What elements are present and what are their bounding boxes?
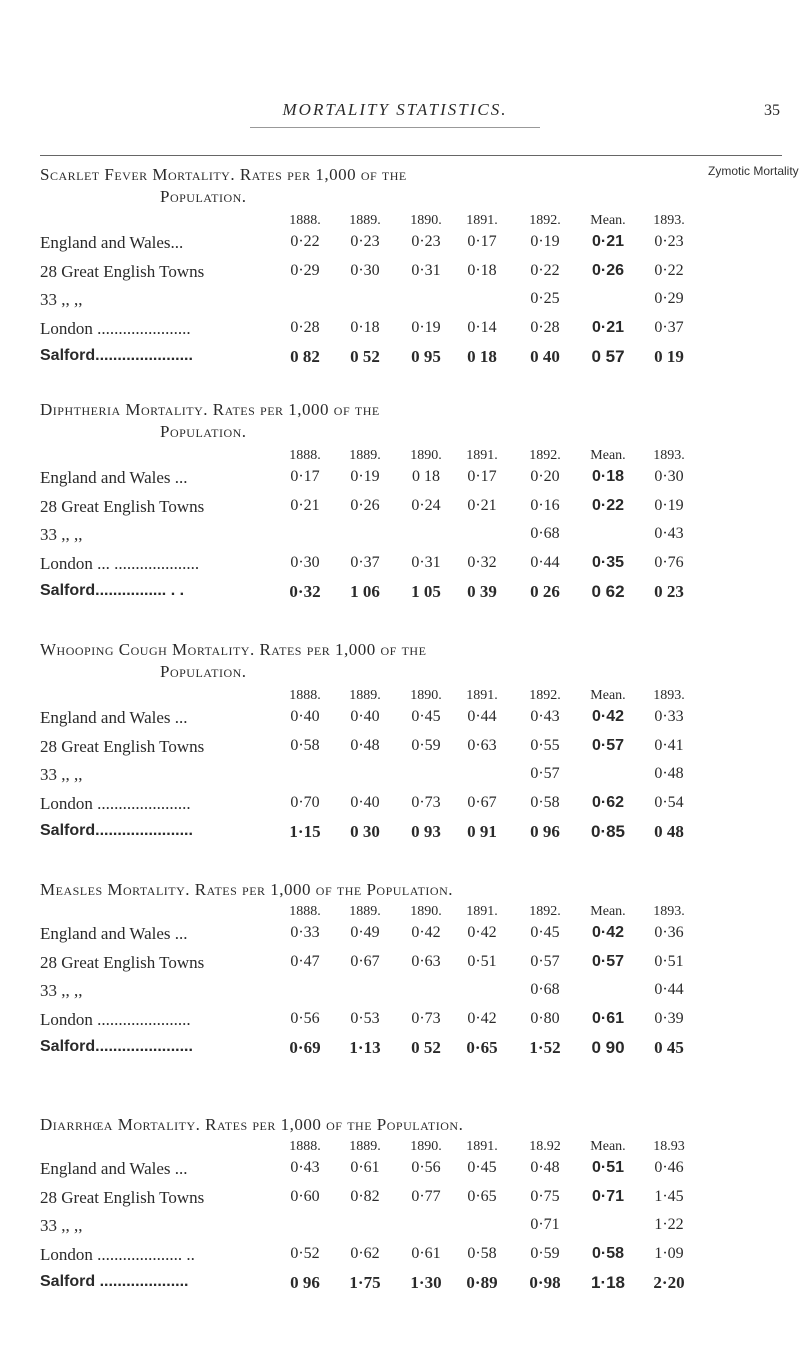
rate-value: 0·75	[530, 1187, 560, 1205]
rate-value: 1·22	[654, 1216, 684, 1233]
table-row	[40, 290, 720, 320]
year-heading: 1893.	[653, 448, 685, 463]
rate-value: 0·48	[654, 765, 684, 782]
rate-value: 0·55	[530, 736, 560, 754]
rate-value: 0·20	[530, 468, 560, 485]
year-heading: 1889.	[349, 213, 381, 228]
table-row	[40, 347, 720, 377]
rate-value: 0·69	[289, 1038, 321, 1057]
rate-value: 0 82	[290, 347, 320, 366]
rate-value: 0 91	[467, 822, 497, 841]
year-heading: Mean.	[590, 904, 626, 919]
rate-value: 0·32	[289, 582, 321, 601]
rate-value: 0·19	[654, 496, 684, 514]
rate-value: 0·58	[530, 793, 560, 811]
row-label: England and Wales ...	[40, 708, 188, 727]
table-row	[40, 1216, 720, 1246]
mean-value: 0·57	[591, 952, 625, 970]
row-label: Salford......................	[40, 347, 193, 364]
page-header	[40, 100, 780, 140]
year-heading: 1889.	[349, 688, 381, 703]
section-subtitle: Population.	[160, 187, 247, 206]
rate-value: 0·48	[530, 1159, 560, 1176]
rate-value: 0·47	[290, 952, 320, 970]
rate-value: 0·67	[350, 952, 380, 970]
rate-value: 0·89	[466, 1273, 498, 1292]
rate-value: 0·73	[411, 1009, 441, 1027]
rate-value: 0·29	[654, 290, 684, 307]
rate-value: 0·44	[467, 708, 497, 725]
rate-value: 0·22	[290, 233, 320, 250]
table-row	[40, 319, 720, 349]
section-title	[40, 400, 720, 441]
rate-value: 0·33	[290, 924, 320, 941]
rate-value: 0·57	[530, 765, 560, 782]
rate-value: 0·21	[467, 496, 497, 514]
table-row	[40, 1038, 720, 1068]
rate-value: 0·59	[530, 1244, 560, 1262]
year-heading: 1890.	[410, 213, 442, 228]
rate-value: 0·67	[467, 793, 497, 811]
header-rule	[40, 155, 782, 156]
rate-value: 0·16	[530, 496, 560, 514]
table-row	[40, 981, 720, 1011]
mean-value: 0·57	[591, 736, 625, 754]
rate-value: 0·98	[529, 1273, 561, 1292]
row-label: 33 ,, ,,	[40, 1216, 83, 1235]
table-row	[40, 794, 720, 824]
rate-value: 0·70	[290, 793, 320, 811]
row-label: 33 ,, ,,	[40, 765, 83, 784]
table-row	[40, 554, 720, 584]
rate-value: 0·33	[654, 708, 684, 725]
page-number: 35	[764, 102, 780, 119]
rate-value: 0 96	[290, 1273, 320, 1292]
rate-value: 0·65	[466, 1038, 498, 1057]
rate-value: 0·77	[411, 1187, 441, 1205]
year-heading: 1890.	[410, 1139, 442, 1154]
rate-value: 1·52	[529, 1038, 561, 1057]
table-row	[40, 262, 720, 292]
section-title-text: Diarrhœa Mortality. Rates per 1,000 of the Population.	[40, 1115, 464, 1134]
section-title	[40, 640, 720, 681]
rate-value: 0·58	[467, 1244, 497, 1262]
rate-value: 0·80	[530, 1009, 560, 1027]
rate-value: 0·82	[350, 1187, 380, 1205]
table-row	[40, 708, 720, 738]
table-row	[40, 1159, 720, 1189]
table-row	[40, 525, 720, 555]
rate-value: 0·43	[654, 525, 684, 542]
mean-value: 0 57	[591, 347, 625, 366]
rate-value: 0·26	[350, 496, 380, 514]
rate-value: 0·30	[290, 553, 320, 571]
year-heading: 18.93	[653, 1139, 685, 1154]
mean-value: 0·21	[591, 318, 625, 336]
rate-value: 0·42	[467, 1009, 497, 1027]
year-heading: 1888.	[289, 688, 321, 703]
rate-value: 0·63	[411, 952, 441, 970]
rate-value: 0·51	[654, 952, 684, 970]
table-row	[40, 924, 720, 954]
rate-value: 0·17	[290, 468, 320, 485]
row-label: Salford......................	[40, 1038, 193, 1055]
rate-value: 0 19	[654, 347, 684, 366]
margin-note: Zymotic Mortality	[708, 164, 799, 178]
rate-value: 0·30	[654, 468, 684, 485]
mean-value: 0·21	[591, 233, 625, 250]
rate-value: 0·52	[290, 1244, 320, 1262]
mean-value: 0·85	[590, 822, 626, 841]
mean-value: 0·51	[591, 1159, 625, 1176]
rate-value: 0·61	[350, 1159, 380, 1176]
rate-value: 0·61	[411, 1244, 441, 1262]
rate-value: 0 52	[350, 347, 380, 366]
row-label: London ......................	[40, 793, 191, 813]
rate-value: 0·68	[530, 981, 560, 998]
rate-value: 0·24	[411, 496, 441, 514]
rate-value: 1 05	[411, 582, 441, 601]
year-heading: 1889.	[349, 448, 381, 463]
rate-value: 0·60	[290, 1187, 320, 1205]
rate-value: 0·45	[530, 924, 560, 941]
rate-value: 0·25	[530, 290, 560, 307]
year-heading: 1889.	[349, 1139, 381, 1154]
rate-value: 0 96	[530, 822, 560, 841]
rate-value: 1·15	[289, 822, 321, 841]
rate-value: 0·14	[467, 318, 497, 336]
row-label: London ......................	[40, 318, 191, 338]
table-row	[40, 822, 720, 852]
year-heading: 1891.	[466, 904, 498, 919]
mean-value: 0·42	[591, 708, 625, 725]
year-heading: 1893.	[653, 904, 685, 919]
rate-value: 0·44	[654, 981, 684, 998]
table-row	[40, 765, 720, 795]
row-label: 28 Great English Towns	[40, 496, 205, 516]
row-label: 33 ,, ,,	[40, 525, 83, 544]
year-heading: 1891.	[466, 213, 498, 228]
section-subtitle: Population.	[160, 422, 247, 441]
rate-value: 0·28	[530, 318, 560, 336]
row-label: 28 Great English Towns	[40, 736, 205, 756]
year-heading: 1888.	[289, 213, 321, 228]
mean-value: 0 62	[591, 582, 625, 601]
rate-value: 0·31	[411, 261, 441, 279]
rate-value: 0·18	[350, 318, 380, 336]
rate-value: 1·45	[654, 1187, 684, 1205]
year-heading: 1890.	[410, 904, 442, 919]
year-heading: 1888.	[289, 448, 321, 463]
rate-value: 0 30	[350, 822, 380, 841]
year-heading: 1890.	[410, 448, 442, 463]
rate-value: 0 18	[467, 347, 497, 366]
row-label: 28 Great English Towns	[40, 261, 205, 281]
rate-value: 0 48	[654, 822, 684, 841]
year-heading: 1892.	[529, 904, 561, 919]
rate-value: 0 26	[530, 582, 560, 601]
section-title-text: Scarlet Fever Mortality. Rates per 1,000 of the	[40, 165, 407, 184]
rate-value: 0·29	[290, 261, 320, 279]
rate-value: 0·37	[350, 553, 380, 571]
mean-value: 0 90	[591, 1038, 625, 1057]
section-title	[40, 1115, 720, 1135]
rate-value: 0·45	[467, 1159, 497, 1176]
row-label: England and Wales ...	[40, 1159, 188, 1178]
row-label: London .................... ..	[40, 1244, 195, 1264]
row-label: Salford ....................	[40, 1273, 189, 1290]
rate-value: 0·18	[467, 261, 497, 279]
rate-value: 0·53	[350, 1009, 380, 1027]
mean-value: 0·71	[591, 1187, 625, 1205]
rate-value: 0 95	[411, 347, 441, 366]
table-row	[40, 233, 720, 263]
year-heading: 18.92	[529, 1139, 561, 1154]
rate-value: 1·13	[349, 1038, 381, 1057]
rate-value: 0·51	[467, 952, 497, 970]
rate-value: 0·41	[654, 736, 684, 754]
year-heading: Mean.	[590, 688, 626, 703]
rate-value: 0 40	[530, 347, 560, 366]
rate-value: 0·45	[411, 708, 441, 725]
section-title-text: Measles Mortality. Rates per 1,000 of the Population.	[40, 880, 454, 899]
row-label: London ... ....................	[40, 553, 200, 573]
row-label: England and Wales ...	[40, 924, 188, 943]
rate-value: 0·19	[530, 233, 560, 250]
rate-value: 0·65	[467, 1187, 497, 1205]
row-label: Salford................ . .	[40, 582, 185, 599]
rate-value: 0·73	[411, 793, 441, 811]
rate-value: 0·56	[411, 1159, 441, 1176]
rate-value: 0·57	[530, 952, 560, 970]
rate-value: 0·49	[350, 924, 380, 941]
rate-value: 0·46	[654, 1159, 684, 1176]
rate-value: 0 23	[654, 582, 684, 601]
rate-value: 0 52	[411, 1038, 441, 1057]
year-heading: 1890.	[410, 688, 442, 703]
year-heading: 1889.	[349, 904, 381, 919]
table-row	[40, 468, 720, 498]
row-label: 33 ,, ,,	[40, 981, 83, 1000]
mean-value: 0·61	[591, 1009, 625, 1027]
rate-value: 0·36	[654, 924, 684, 941]
rate-value: 0·22	[530, 261, 560, 279]
table-row	[40, 1273, 720, 1303]
rate-value: 0·58	[290, 736, 320, 754]
row-label: 33 ,, ,,	[40, 290, 83, 309]
rate-value: 0·28	[290, 318, 320, 336]
rate-value: 0·32	[467, 553, 497, 571]
rate-value: 1·09	[654, 1244, 684, 1262]
rate-value: 0·68	[530, 525, 560, 542]
rate-value: 0·23	[411, 233, 441, 250]
rate-value: 0·48	[350, 736, 380, 754]
rate-value: 0·40	[350, 708, 380, 725]
section-title	[40, 880, 720, 900]
rate-value: 0·40	[290, 708, 320, 725]
rate-value: 0·56	[290, 1009, 320, 1027]
table-row	[40, 1010, 720, 1040]
row-label: London ......................	[40, 1009, 191, 1029]
rate-value: 1·30	[410, 1273, 442, 1292]
rate-value: 0 93	[411, 822, 441, 841]
year-heading: 1893.	[653, 688, 685, 703]
header-underline	[250, 127, 540, 128]
rate-value: 0·44	[530, 553, 560, 571]
row-label: England and Wales...	[40, 233, 184, 252]
rate-value: 0·62	[350, 1244, 380, 1262]
mean-value: 0·42	[591, 924, 625, 941]
year-heading: 1891.	[466, 1139, 498, 1154]
table-row	[40, 1188, 720, 1218]
year-heading: Mean.	[590, 213, 626, 228]
table-row	[40, 582, 720, 612]
year-heading: 1892.	[529, 688, 561, 703]
row-label: Salford......................	[40, 822, 193, 839]
year-heading: 1891.	[466, 688, 498, 703]
rate-value: 0·22	[654, 261, 684, 279]
rate-value: 0·59	[411, 736, 441, 754]
table-row	[40, 953, 720, 983]
section-subtitle: Population.	[160, 662, 247, 681]
rate-value: 0·37	[654, 318, 684, 336]
rate-value: 0·42	[411, 924, 441, 941]
year-heading: Mean.	[590, 448, 626, 463]
table-row	[40, 1245, 720, 1275]
rate-value: 0 39	[467, 582, 497, 601]
rate-value: 0·31	[411, 553, 441, 571]
rate-value: 0·17	[467, 468, 497, 485]
row-label: 28 Great English Towns	[40, 952, 205, 972]
year-heading: 1891.	[466, 448, 498, 463]
rate-value: 1·75	[349, 1273, 381, 1292]
section-title-text: Diphtheria Mortality. Rates per 1,000 of the	[40, 400, 380, 419]
rate-value: 0·54	[654, 793, 684, 811]
rate-value: 0·40	[350, 793, 380, 811]
year-heading: 1888.	[289, 1139, 321, 1154]
running-head: MORTALITY STATISTICS.	[282, 100, 508, 119]
rate-value: 0·23	[654, 233, 684, 250]
year-heading: Mean.	[590, 1139, 626, 1154]
rate-value: 0·23	[350, 233, 380, 250]
mean-value: 0·58	[591, 1244, 625, 1262]
mean-value: 0·35	[591, 553, 625, 571]
rate-value: 2·20	[653, 1273, 685, 1292]
table-row	[40, 737, 720, 767]
rate-value: 0·42	[467, 924, 497, 941]
section-title	[40, 165, 720, 206]
rate-value: 0·76	[654, 553, 684, 571]
table-row	[40, 497, 720, 527]
rate-value: 0·43	[530, 708, 560, 725]
row-label: England and Wales ...	[40, 468, 188, 487]
year-heading: 1888.	[289, 904, 321, 919]
year-heading: 1892.	[529, 448, 561, 463]
mean-value: 1·18	[590, 1273, 626, 1292]
rate-value: 0 45	[654, 1038, 684, 1057]
rate-value: 0·39	[654, 1009, 684, 1027]
section-title-text: Whooping Cough Mortality. Rates per 1,000 of the	[40, 640, 427, 659]
rate-value: 0·21	[290, 496, 320, 514]
rate-value: 0·71	[530, 1216, 560, 1233]
rate-value: 0·43	[290, 1159, 320, 1176]
mean-value: 0·26	[591, 261, 625, 279]
rate-value: 0·19	[350, 468, 380, 485]
row-label: 28 Great English Towns	[40, 1187, 205, 1207]
rate-value: 1 06	[350, 582, 380, 601]
rate-value: 0 18	[412, 468, 440, 485]
rate-value: 0·30	[350, 261, 380, 279]
mean-value: 0·18	[591, 468, 625, 485]
year-heading: 1893.	[653, 213, 685, 228]
rate-value: 0·17	[467, 233, 497, 250]
mean-value: 0·62	[591, 793, 625, 811]
year-heading: 1892.	[529, 213, 561, 228]
rate-value: 0·63	[467, 736, 497, 754]
rate-value: 0·19	[411, 318, 441, 336]
mean-value: 0·22	[591, 496, 625, 514]
